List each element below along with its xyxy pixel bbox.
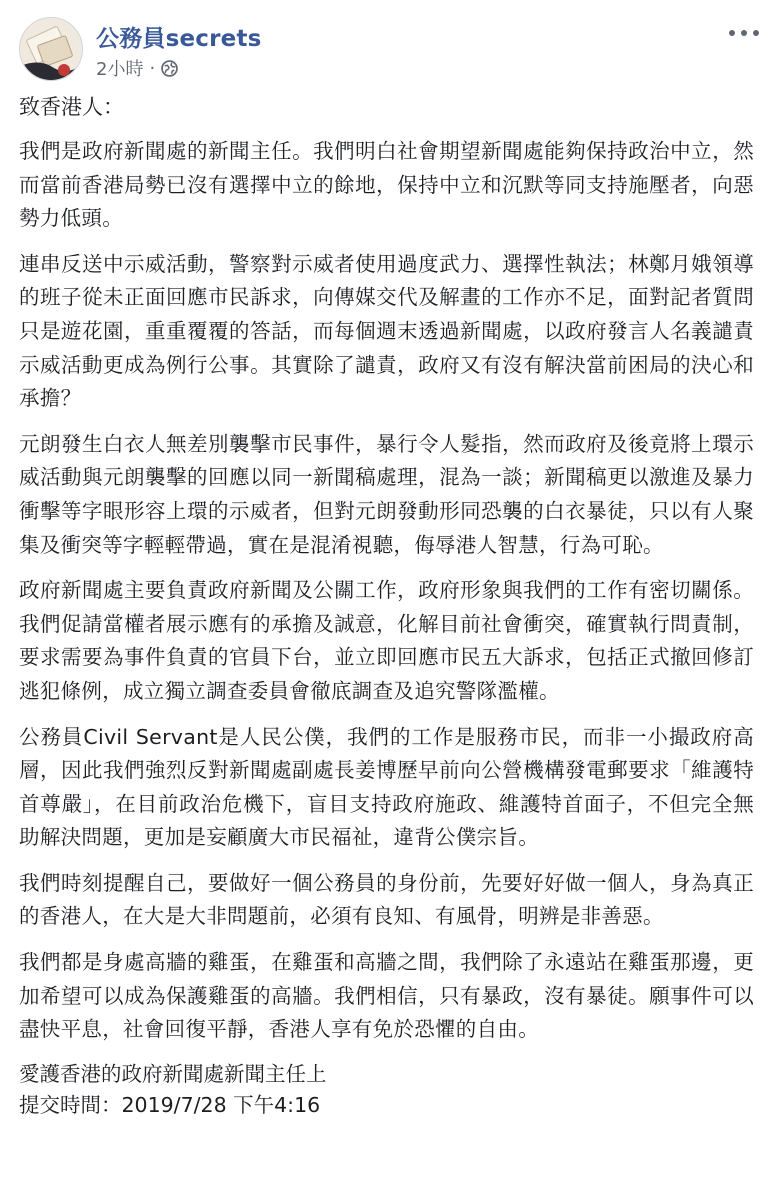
globe-icon[interactable] [161, 60, 178, 77]
meta-separator: · [149, 57, 156, 79]
page-avatar[interactable] [19, 17, 83, 81]
post-paragraph-4: 政府新聞處主要負責政府新聞及公關工作，政府形象與我們的工作有密切關係。我們促請當權者展示應有的承擔及誠意，化解目前社會衝突，確實執行問責制，要求需要為事件負責的官員下台，並立即回應市民五大訴求，包括正式撤回修訂逃犯條例，成立獨立調查委員會徹底調查及追究警隊濫權。 [19, 578, 754, 703]
post-paragraph-5: 公務員Civil Servant是人民公僕，我們的工作是服務市民，而非一小撮政府高層，因此我們強烈反對新聞處副處長姜博歷早前向公營機構發電郵要求「維護特首尊嚴」，在目前政治危機下，盲目支持政府施政、維護特首面子，不但完全無助解決問題，更加是妄顧廣大市民福祉，違背公僕宗旨。 [19, 724, 754, 850]
avatar-image [20, 18, 82, 80]
post-header [0, 0, 773, 90]
post-meta [96, 55, 178, 81]
post-signature: 愛護香港的政府新聞處新聞主任上 [19, 1061, 327, 1086]
post-paragraph-6: 我們時刻提醒自己，要做好一個公務員的身份前，先要好好做一個人，身為真正的香港人，在大是大非問題前，必須有良知、有風骨，明辨是非善惡。 [19, 870, 754, 929]
post-submitted-time: 提交時間：2019/7/28 下午4:16 [19, 1092, 321, 1117]
post-greeting: 致香港人： [19, 95, 124, 119]
post-paragraph-7: 我們都是身處高牆的雞蛋，在雞蛋和高牆之間，我們除了永遠站在雞蛋那邊，更加希望可以成為保護雞蛋的高牆。我們相信，只有暴政，沒有暴徒。願事件可以盡快平息，社會回復平靜，香港人享有免於恐懼的自由。 [19, 950, 754, 1042]
post-signoff [19, 1059, 754, 1121]
post-body [19, 92, 754, 1121]
more-options-icon[interactable] [729, 24, 759, 42]
post-paragraph-1: 我們是政府新聞處的新聞主任。我們明白社會期望新聞處能夠保持政治中立，然而當前香港局勢已沒有選擇中立的餘地，保持中立和沉默等同支持施壓者，向惡勢力低頭。 [19, 139, 754, 231]
post-timestamp[interactable]: 2小時 [96, 59, 144, 80]
page-name-link[interactable]: 公務員secrets [96, 26, 262, 52]
post-paragraph-3: 元朗發生白衣人無差別襲擊市民事件，暴行令人髮指，然而政府及後竟將上環示威活動與元朗襲擊的回應以同一新聞稿處理，混為一談；新聞稿更以激進及暴力衝擊等字眼形容上環的示威者，但對元朗發動形同恐襲的白衣暴徒，只以有人聚集及衝突等字輕輕帶過，實在是混淆視聽，侮辱港人智慧，行為可恥。 [19, 431, 754, 557]
post-paragraph-2: 連串反送中示威活動，警察對示威者使用過度武力、選擇性執法；林鄭月娥領導的班子從未正面回應市民訴求，向傳媒交代及解畫的工作亦不足，面對記者質問只是遊花園，重重覆覆的答話，而每個週末透過新聞處，以政府發言人名義譴責示威活動更成為例行公事。其實除了譴責，政府又有沒有解決當前困局的決心和承擔？ [19, 251, 754, 411]
